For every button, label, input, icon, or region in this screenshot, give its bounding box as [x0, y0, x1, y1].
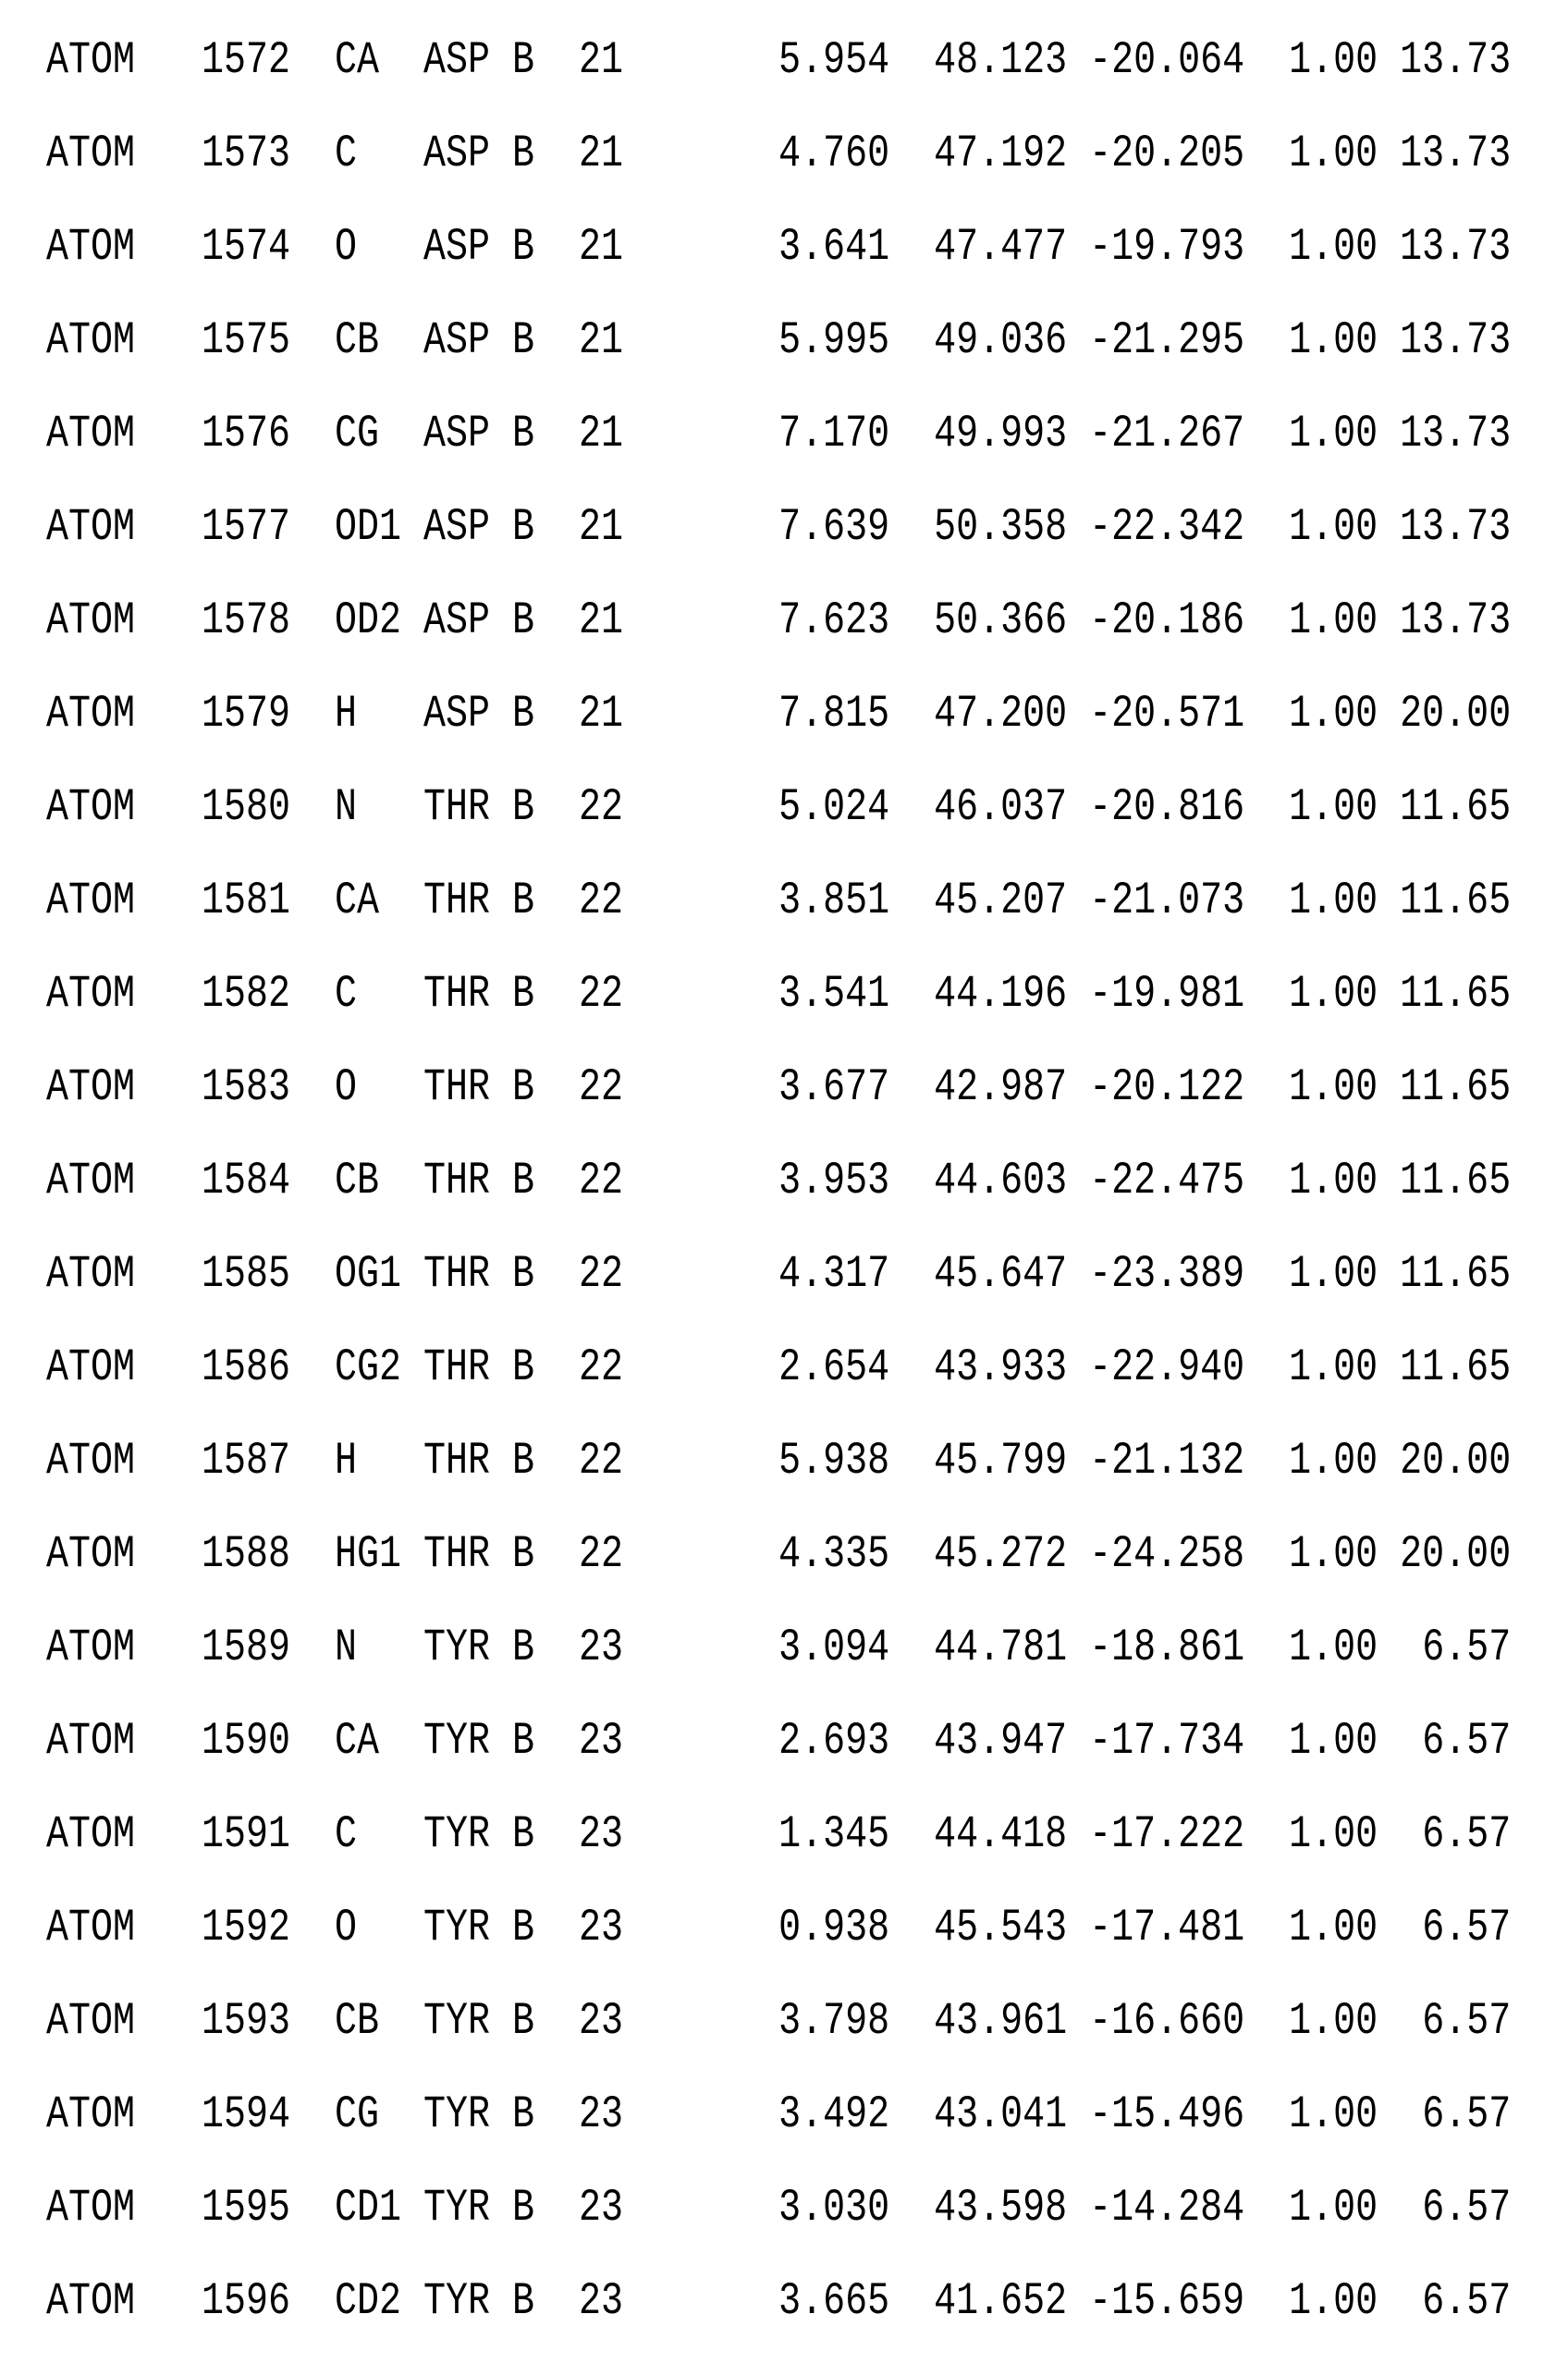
atom-name-field: CB — [335, 1997, 380, 2048]
x-coord-field: 4.317 — [778, 1250, 890, 1301]
record-type-field: ATOM — [46, 690, 136, 741]
x-coord-field: 3.851 — [778, 876, 890, 927]
serial-field: 1582 — [202, 970, 291, 1021]
z-coord-field: -15.496 — [1089, 2090, 1245, 2141]
z-coord-field: -17.481 — [1089, 1904, 1245, 1954]
y-coord-field: 44.196 — [934, 970, 1068, 1021]
temp-factor-field: 20.00 — [1400, 1530, 1512, 1581]
chain-id-field: B — [512, 1157, 535, 1207]
residue-seq-field: 23 — [579, 1623, 624, 1674]
x-coord-field: 7.815 — [778, 690, 890, 741]
x-coord-field: 7.639 — [778, 503, 890, 554]
y-coord-field: 47.192 — [934, 129, 1068, 180]
temp-factor-field: 6.57 — [1422, 1904, 1512, 1954]
atom-name-field: OG1 — [335, 1250, 402, 1301]
residue-name-field: ASP — [423, 223, 491, 274]
chain-id-field: B — [512, 36, 535, 87]
atom-name-field: H — [335, 1437, 358, 1488]
z-coord-field: -20.186 — [1089, 596, 1245, 647]
residue-name-field: THR — [423, 1157, 491, 1207]
residue-name-field: ASP — [423, 503, 491, 554]
record-type-field: ATOM — [46, 1250, 136, 1301]
atom-name-field: OD2 — [335, 596, 402, 647]
y-coord-field: 45.272 — [934, 1530, 1068, 1581]
z-coord-field: -16.660 — [1089, 1997, 1245, 2048]
temp-factor-field: 6.57 — [1422, 1623, 1512, 1674]
record-type-field: ATOM — [46, 1717, 136, 1768]
occupancy-field: 1.00 — [1289, 410, 1378, 460]
residue-seq-field: 22 — [579, 876, 624, 927]
residue-seq-field: 23 — [579, 1810, 624, 1861]
x-coord-field: 3.677 — [778, 1063, 890, 1114]
residue-seq-field: 22 — [579, 1063, 624, 1114]
atom-name-field: CA — [335, 36, 380, 87]
z-coord-field: -15.659 — [1089, 2277, 1245, 2328]
atom-name-field: OD1 — [335, 503, 402, 554]
occupancy-field: 1.00 — [1289, 596, 1378, 647]
y-coord-field: 45.799 — [934, 1437, 1068, 1488]
chain-id-field: B — [512, 2090, 535, 2141]
temp-factor-field: 11.65 — [1400, 1063, 1512, 1114]
residue-seq-field: 23 — [579, 1904, 624, 1954]
x-coord-field: 5.938 — [778, 1437, 890, 1488]
chain-id-field: B — [512, 1810, 535, 1861]
z-coord-field: -21.267 — [1089, 410, 1245, 460]
chain-id-field: B — [512, 1997, 535, 2048]
chain-id-field: B — [512, 223, 535, 274]
chain-id-field: B — [512, 783, 535, 834]
y-coord-field: 50.366 — [934, 596, 1068, 647]
residue-name-field: ASP — [423, 129, 491, 180]
x-coord-field: 3.030 — [778, 2184, 890, 2234]
x-coord-field: 7.623 — [778, 596, 890, 647]
serial-field: 1585 — [202, 1250, 291, 1301]
atom-name-field: HG1 — [335, 1530, 402, 1581]
record-type-field: ATOM — [46, 410, 136, 460]
x-coord-field: 5.954 — [778, 36, 890, 87]
record-type-field: ATOM — [46, 783, 136, 834]
serial-field: 1587 — [202, 1437, 291, 1488]
z-coord-field: -21.295 — [1089, 316, 1245, 367]
temp-factor-field: 6.57 — [1422, 1997, 1512, 2048]
serial-field: 1584 — [202, 1157, 291, 1207]
chain-id-field: B — [512, 2184, 535, 2234]
residue-name-field: THR — [423, 876, 491, 927]
residue-seq-field: 23 — [579, 1717, 624, 1768]
residue-name-field: ASP — [423, 316, 491, 367]
temp-factor-field: 6.57 — [1422, 2090, 1512, 2141]
atom-name-field: CG2 — [335, 1343, 402, 1394]
occupancy-field: 1.00 — [1289, 316, 1378, 367]
z-coord-field: -19.981 — [1089, 970, 1245, 1021]
z-coord-field: -17.734 — [1089, 1717, 1245, 1768]
temp-factor-field: 11.65 — [1400, 876, 1512, 927]
temp-factor-field: 11.65 — [1400, 1157, 1512, 1207]
temp-factor-field: 11.65 — [1400, 1343, 1512, 1394]
chain-id-field: B — [512, 876, 535, 927]
record-type-field: ATOM — [46, 36, 136, 87]
record-type-field: ATOM — [46, 1530, 136, 1581]
occupancy-field: 1.00 — [1289, 783, 1378, 834]
y-coord-field: 49.036 — [934, 316, 1068, 367]
record-type-field: ATOM — [46, 129, 136, 180]
temp-factor-field: 20.00 — [1400, 690, 1512, 741]
serial-field: 1577 — [202, 503, 291, 554]
x-coord-field: 3.798 — [778, 1997, 890, 2048]
residue-name-field: TYR — [423, 1810, 491, 1861]
x-coord-field: 0.938 — [778, 1904, 890, 1954]
record-type-field: ATOM — [46, 2277, 136, 2328]
serial-field: 1581 — [202, 876, 291, 927]
serial-field: 1573 — [202, 129, 291, 180]
atom-name-field: CD2 — [335, 2277, 402, 2328]
x-coord-field: 3.492 — [778, 2090, 890, 2141]
occupancy-field: 1.00 — [1289, 2184, 1378, 2234]
residue-name-field: ASP — [423, 410, 491, 460]
x-coord-field: 3.094 — [778, 1623, 890, 1674]
occupancy-field: 1.00 — [1289, 503, 1378, 554]
residue-name-field: THR — [423, 1530, 491, 1581]
atom-record-row — [46, 2246, 1568, 2359]
record-type-field: ATOM — [46, 316, 136, 367]
residue-seq-field: 22 — [579, 1343, 624, 1394]
residue-name-field: THR — [423, 970, 491, 1021]
x-coord-field: 5.995 — [778, 316, 890, 367]
serial-field: 1595 — [202, 2184, 291, 2234]
record-type-field: ATOM — [46, 1997, 136, 2048]
record-type-field: ATOM — [46, 596, 136, 647]
serial-field: 1575 — [202, 316, 291, 367]
residue-name-field: TYR — [423, 1997, 491, 2048]
residue-seq-field: 21 — [579, 223, 624, 274]
z-coord-field: -20.205 — [1089, 129, 1245, 180]
y-coord-field: 44.418 — [934, 1810, 1068, 1861]
y-coord-field: 44.781 — [934, 1623, 1068, 1674]
residue-seq-field: 23 — [579, 2090, 624, 2141]
serial-field: 1579 — [202, 690, 291, 741]
occupancy-field: 1.00 — [1289, 1997, 1378, 2048]
serial-field: 1593 — [202, 1997, 291, 2048]
residue-name-field: THR — [423, 1437, 491, 1488]
residue-seq-field: 21 — [579, 129, 624, 180]
x-coord-field: 2.693 — [778, 1717, 890, 1768]
y-coord-field: 42.987 — [934, 1063, 1068, 1114]
z-coord-field: -22.342 — [1089, 503, 1245, 554]
temp-factor-field: 13.73 — [1400, 36, 1512, 87]
residue-name-field: ASP — [423, 596, 491, 647]
y-coord-field: 47.477 — [934, 223, 1068, 274]
residue-name-field: THR — [423, 1063, 491, 1114]
temp-factor-field: 11.65 — [1400, 970, 1512, 1021]
residue-seq-field: 21 — [579, 690, 624, 741]
x-coord-field: 3.641 — [778, 223, 890, 274]
z-coord-field: -24.258 — [1089, 1530, 1245, 1581]
record-type-field: ATOM — [46, 2090, 136, 2141]
residue-seq-field: 23 — [579, 2184, 624, 2234]
atom-name-field: O — [335, 1904, 358, 1954]
record-type-field: ATOM — [46, 503, 136, 554]
residue-name-field: TYR — [423, 1623, 491, 1674]
serial-field: 1591 — [202, 1810, 291, 1861]
chain-id-field: B — [512, 1063, 535, 1114]
residue-name-field: ASP — [423, 36, 491, 87]
record-type-field: ATOM — [46, 1343, 136, 1394]
residue-seq-field: 23 — [579, 2277, 624, 2328]
chain-id-field: B — [512, 690, 535, 741]
chain-id-field: B — [512, 129, 535, 180]
residue-name-field: THR — [423, 1343, 491, 1394]
temp-factor-field: 6.57 — [1422, 1810, 1512, 1861]
atom-name-field: CD1 — [335, 2184, 402, 2234]
occupancy-field: 1.00 — [1289, 1904, 1378, 1954]
occupancy-field: 1.00 — [1289, 2277, 1378, 2328]
record-type-field: ATOM — [46, 1437, 136, 1488]
chain-id-field: B — [512, 970, 535, 1021]
residue-name-field: THR — [423, 1250, 491, 1301]
x-coord-field: 3.953 — [778, 1157, 890, 1207]
record-type-field: ATOM — [46, 223, 136, 274]
y-coord-field: 43.947 — [934, 1717, 1068, 1768]
y-coord-field: 41.652 — [934, 2277, 1068, 2328]
x-coord-field: 2.654 — [778, 1343, 890, 1394]
atom-name-field: H — [335, 690, 358, 741]
x-coord-field: 7.170 — [778, 410, 890, 460]
z-coord-field: -17.222 — [1089, 1810, 1245, 1861]
occupancy-field: 1.00 — [1289, 1250, 1378, 1301]
occupancy-field: 1.00 — [1289, 876, 1378, 927]
temp-factor-field: 11.65 — [1400, 783, 1512, 834]
record-type-field: ATOM — [46, 1063, 136, 1114]
y-coord-field: 44.603 — [934, 1157, 1068, 1207]
residue-name-field: ASP — [423, 690, 491, 741]
chain-id-field: B — [512, 2277, 535, 2328]
occupancy-field: 1.00 — [1289, 2090, 1378, 2141]
x-coord-field: 3.665 — [778, 2277, 890, 2328]
occupancy-field: 1.00 — [1289, 1530, 1378, 1581]
atom-name-field: C — [335, 1810, 358, 1861]
y-coord-field: 45.543 — [934, 1904, 1068, 1954]
serial-field: 1576 — [202, 410, 291, 460]
temp-factor-field: 13.73 — [1400, 410, 1512, 460]
temp-factor-field: 6.57 — [1422, 1717, 1512, 1768]
z-coord-field: -20.571 — [1089, 690, 1245, 741]
x-coord-field: 3.541 — [778, 970, 890, 1021]
serial-field: 1572 — [202, 36, 291, 87]
chain-id-field: B — [512, 503, 535, 554]
z-coord-field: -22.940 — [1089, 1343, 1245, 1394]
x-coord-field: 4.760 — [778, 129, 890, 180]
atom-name-field: O — [335, 1063, 358, 1114]
atom-name-field: O — [335, 223, 358, 274]
temp-factor-field: 13.73 — [1400, 316, 1512, 367]
occupancy-field: 1.00 — [1289, 223, 1378, 274]
chain-id-field: B — [512, 1530, 535, 1581]
z-coord-field: -20.064 — [1089, 36, 1245, 87]
y-coord-field: 48.123 — [934, 36, 1068, 87]
serial-field: 1574 — [202, 223, 291, 274]
chain-id-field: B — [512, 1437, 535, 1488]
serial-field: 1596 — [202, 2277, 291, 2328]
serial-field: 1580 — [202, 783, 291, 834]
residue-seq-field: 21 — [579, 36, 624, 87]
temp-factor-field: 13.73 — [1400, 503, 1512, 554]
occupancy-field: 1.00 — [1289, 129, 1378, 180]
residue-seq-field: 22 — [579, 970, 624, 1021]
z-coord-field: -14.284 — [1089, 2184, 1245, 2234]
serial-field: 1586 — [202, 1343, 291, 1394]
atom-name-field: C — [335, 129, 358, 180]
residue-seq-field: 21 — [579, 410, 624, 460]
record-type-field: ATOM — [46, 1810, 136, 1861]
y-coord-field: 45.207 — [934, 876, 1068, 927]
residue-seq-field: 22 — [579, 1157, 624, 1207]
chain-id-field: B — [512, 1250, 535, 1301]
y-coord-field: 43.933 — [934, 1343, 1068, 1394]
y-coord-field: 49.993 — [934, 410, 1068, 460]
atom-name-field: CG — [335, 410, 380, 460]
residue-seq-field: 22 — [579, 783, 624, 834]
serial-field: 1592 — [202, 1904, 291, 1954]
residue-name-field: TYR — [423, 1717, 491, 1768]
z-coord-field: -19.793 — [1089, 223, 1245, 274]
serial-field: 1588 — [202, 1530, 291, 1581]
occupancy-field: 1.00 — [1289, 1157, 1378, 1207]
chain-id-field: B — [512, 1717, 535, 1768]
atom-name-field: CB — [335, 316, 380, 367]
x-coord-field: 4.335 — [778, 1530, 890, 1581]
z-coord-field: -23.389 — [1089, 1250, 1245, 1301]
occupancy-field: 1.00 — [1289, 690, 1378, 741]
residue-seq-field: 23 — [579, 1997, 624, 2048]
y-coord-field: 43.041 — [934, 2090, 1068, 2141]
temp-factor-field: 6.57 — [1422, 2184, 1512, 2234]
x-coord-field: 5.024 — [778, 783, 890, 834]
occupancy-field: 1.00 — [1289, 1437, 1378, 1488]
serial-field: 1578 — [202, 596, 291, 647]
residue-seq-field: 21 — [579, 316, 624, 367]
record-type-field: ATOM — [46, 1904, 136, 1954]
occupancy-field: 1.00 — [1289, 1810, 1378, 1861]
chain-id-field: B — [512, 1343, 535, 1394]
record-type-field: ATOM — [46, 970, 136, 1021]
y-coord-field: 47.200 — [934, 690, 1068, 741]
temp-factor-field: 13.73 — [1400, 596, 1512, 647]
serial-field: 1590 — [202, 1717, 291, 1768]
atom-name-field: CG — [335, 2090, 380, 2141]
z-coord-field: -21.073 — [1089, 876, 1245, 927]
z-coord-field: -20.122 — [1089, 1063, 1245, 1114]
atom-name-field: CB — [335, 1157, 380, 1207]
temp-factor-field: 20.00 — [1400, 1437, 1512, 1488]
residue-name-field: TYR — [423, 2090, 491, 2141]
atom-records-list — [46, 15, 1568, 2349]
record-type-field: ATOM — [46, 2184, 136, 2234]
temp-factor-field: 13.73 — [1400, 223, 1512, 274]
z-coord-field: -20.816 — [1089, 783, 1245, 834]
record-type-field: ATOM — [46, 876, 136, 927]
z-coord-field: -21.132 — [1089, 1437, 1245, 1488]
record-type-field: ATOM — [46, 1157, 136, 1207]
residue-seq-field: 21 — [579, 596, 624, 647]
atom-name-field: CA — [335, 876, 380, 927]
temp-factor-field: 13.73 — [1400, 129, 1512, 180]
temp-factor-field: 6.57 — [1422, 2277, 1512, 2328]
chain-id-field: B — [512, 1904, 535, 1954]
chain-id-field: B — [512, 1623, 535, 1674]
occupancy-field: 1.00 — [1289, 1063, 1378, 1114]
serial-field: 1583 — [202, 1063, 291, 1114]
serial-field: 1594 — [202, 2090, 291, 2141]
atom-name-field: C — [335, 970, 358, 1021]
occupancy-field: 1.00 — [1289, 1623, 1378, 1674]
residue-name-field: TYR — [423, 2277, 491, 2328]
x-coord-field: 1.345 — [778, 1810, 890, 1861]
atom-name-field: N — [335, 783, 358, 834]
residue-name-field: TYR — [423, 1904, 491, 1954]
occupancy-field: 1.00 — [1289, 36, 1378, 87]
atom-name-field: CA — [335, 1717, 380, 1768]
y-coord-field: 46.037 — [934, 783, 1068, 834]
z-coord-field: -22.475 — [1089, 1157, 1245, 1207]
temp-factor-field: 11.65 — [1400, 1250, 1512, 1301]
y-coord-field: 50.358 — [934, 503, 1068, 554]
residue-name-field: TYR — [423, 2184, 491, 2234]
occupancy-field: 1.00 — [1289, 1717, 1378, 1768]
z-coord-field: -18.861 — [1089, 1623, 1245, 1674]
y-coord-field: 43.598 — [934, 2184, 1068, 2234]
occupancy-field: 1.00 — [1289, 970, 1378, 1021]
residue-name-field: THR — [423, 783, 491, 834]
chain-id-field: B — [512, 316, 535, 367]
residue-seq-field: 21 — [579, 503, 624, 554]
residue-seq-field: 22 — [579, 1530, 624, 1581]
serial-field: 1589 — [202, 1623, 291, 1674]
residue-seq-field: 22 — [579, 1437, 624, 1488]
chain-id-field: B — [512, 410, 535, 460]
y-coord-field: 43.961 — [934, 1997, 1068, 2048]
y-coord-field: 45.647 — [934, 1250, 1068, 1301]
occupancy-field: 1.00 — [1289, 1343, 1378, 1394]
chain-id-field: B — [512, 596, 535, 647]
record-type-field: ATOM — [46, 1623, 136, 1674]
residue-seq-field: 22 — [579, 1250, 624, 1301]
atom-name-field: N — [335, 1623, 358, 1674]
